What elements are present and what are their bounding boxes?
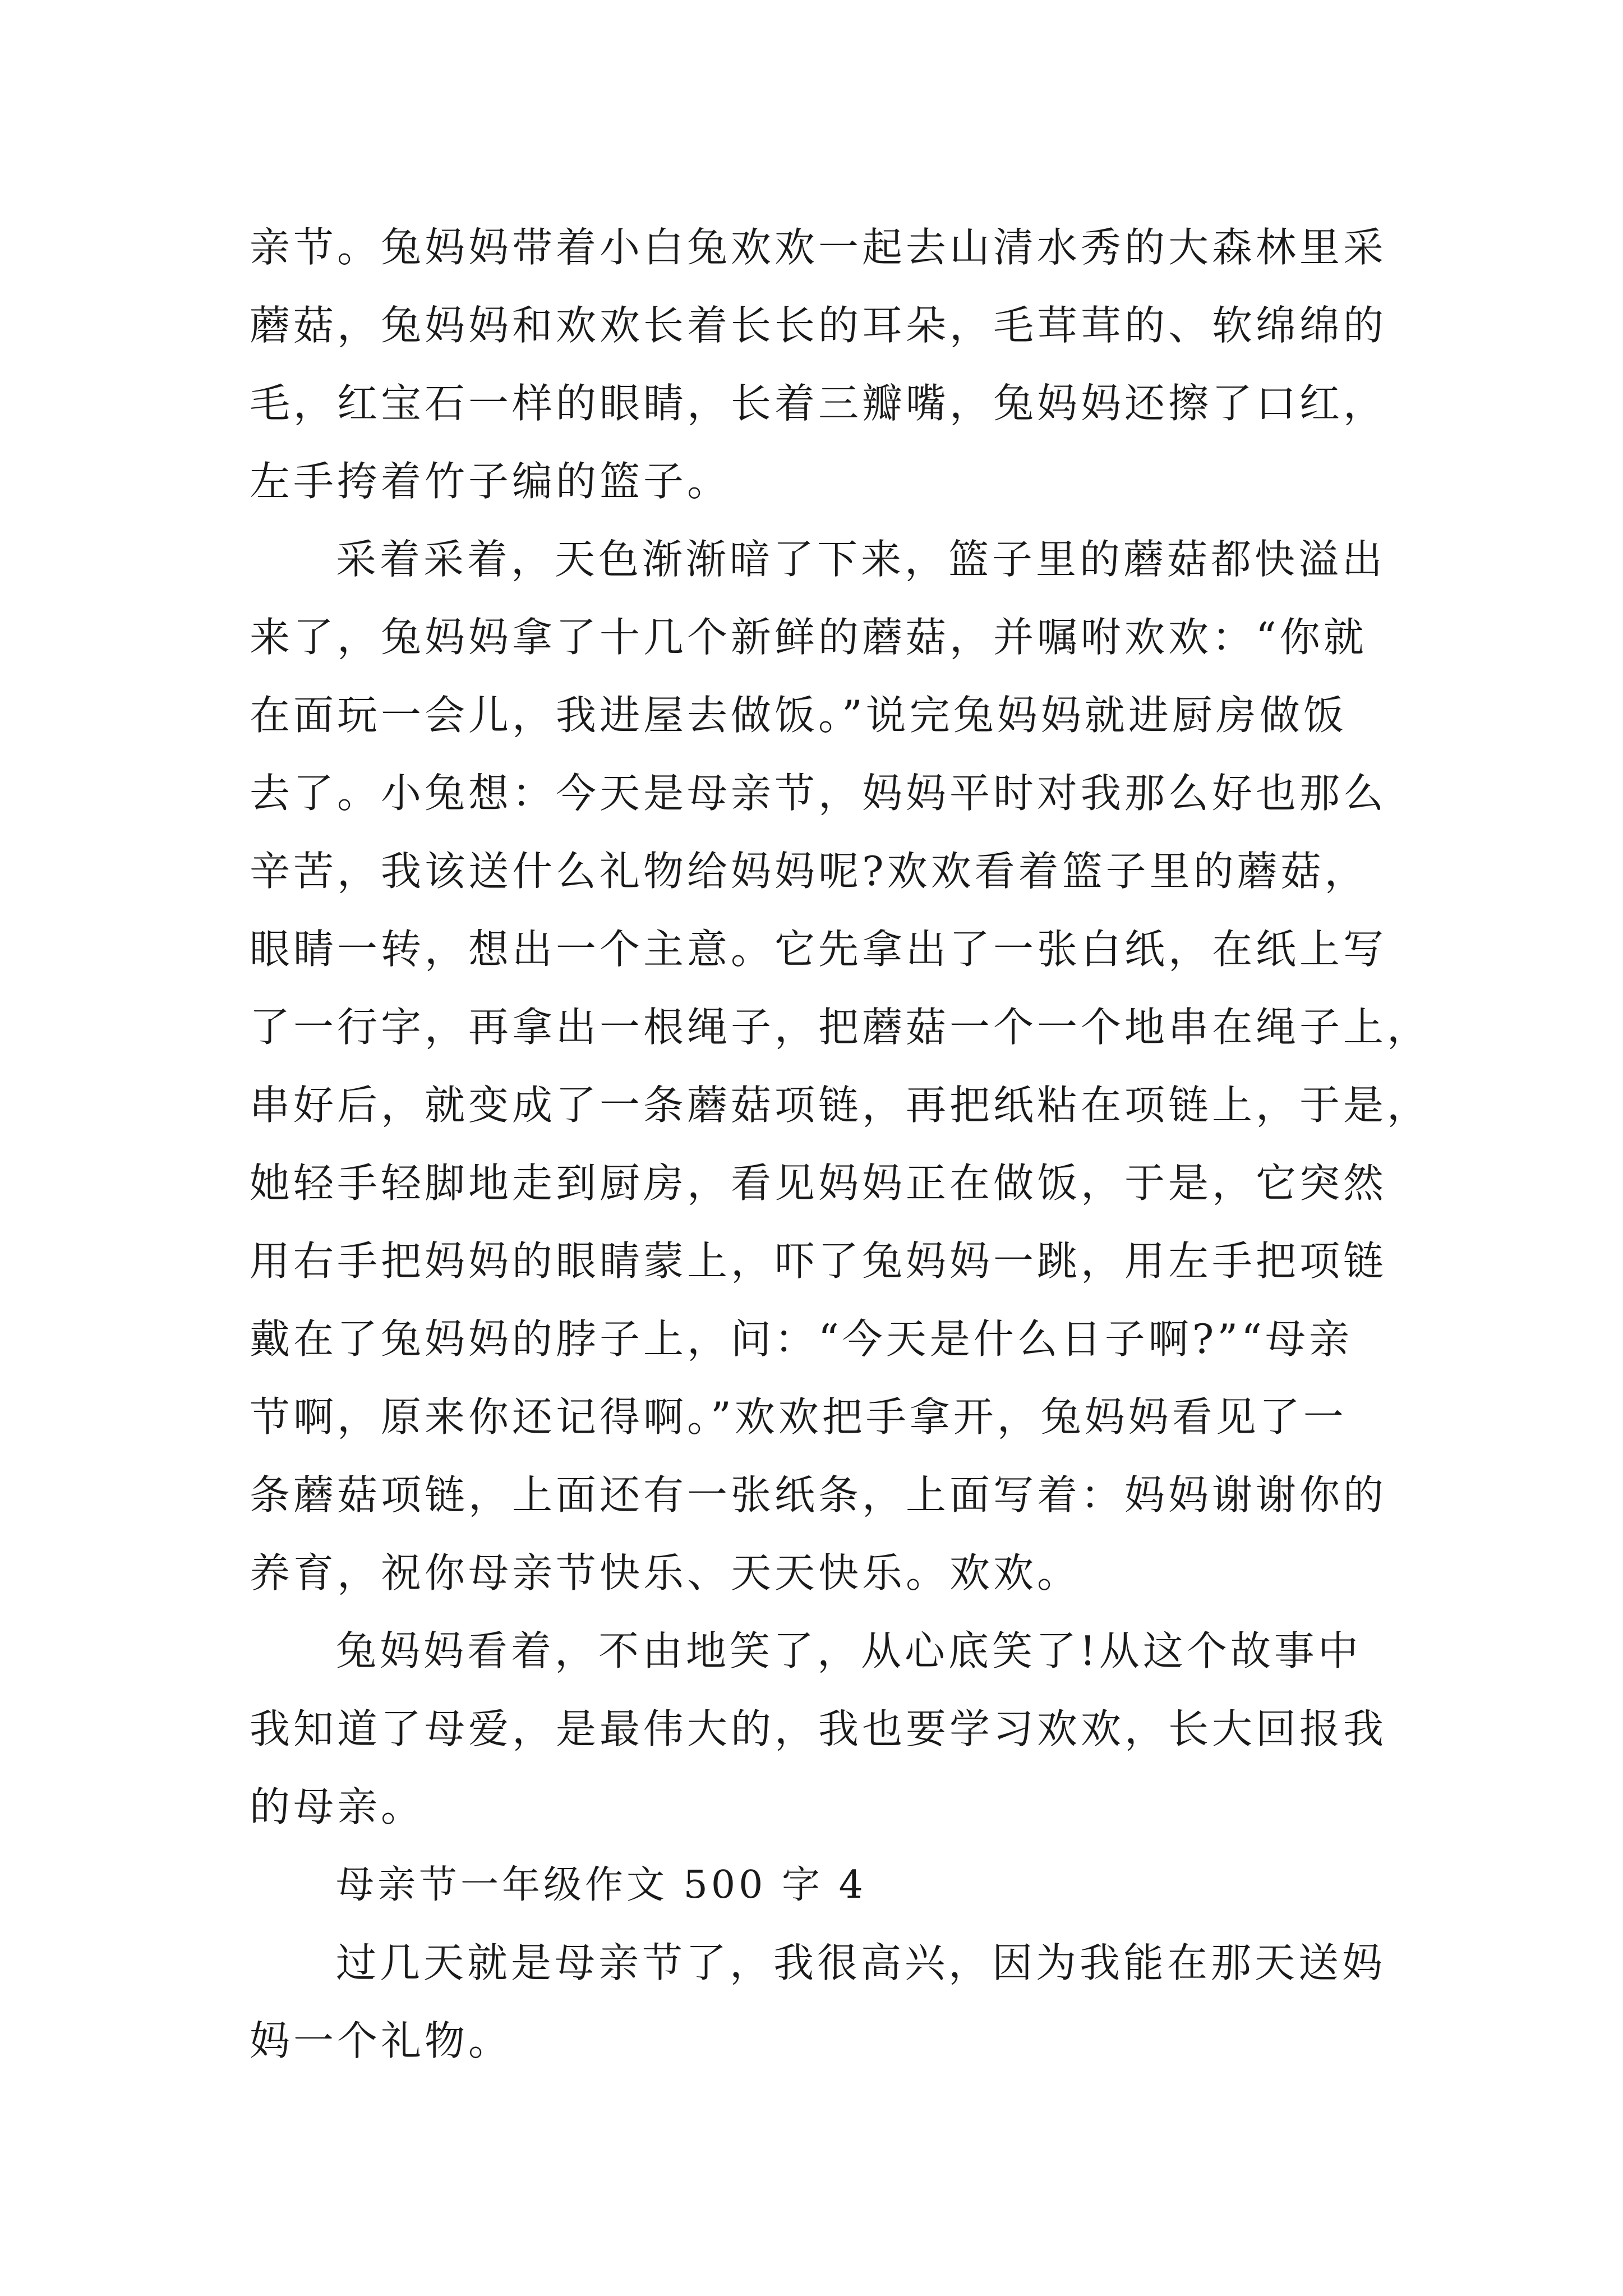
text-line: 毛，红宝石一样的眼睛，长着三瓣嘴，兔妈妈还擦了口红， xyxy=(250,380,1387,427)
paragraph-story xyxy=(250,521,1431,1612)
text-line: 去了。小兔想：今天是母亲节，妈妈平时对我那么好也那么 xyxy=(250,770,1387,817)
text-line: 左手挎着竹子编的篮子。 xyxy=(250,458,731,505)
paragraph-continuation xyxy=(250,209,1387,521)
document-body xyxy=(250,209,1431,2080)
text-line: 辛苦，我该送什么礼物给妈妈呢?欢欢看着篮子里的蘑菇， xyxy=(250,848,1368,895)
text-line: 了一行字，再拿出一根绳子，把蘑菇一个一个地串在绳子上， xyxy=(250,1004,1431,1051)
text-line: 蘑菇，兔妈妈和欢欢长着长长的耳朵，毛茸茸的、软绵绵的 xyxy=(250,302,1387,349)
text-line: 节啊，原来你还记得啊。”欢欢把手拿开，兔妈妈看见了一 xyxy=(250,1393,1347,1441)
text-line: 用右手把妈妈的眼睛蒙上，吓了兔妈妈一跳，用左手把项链 xyxy=(250,1237,1387,1285)
text-line: 过几天就是母亲节了，我很高兴，因为我能在那天送妈 xyxy=(336,1939,1386,1986)
text-line: 妈一个礼物。 xyxy=(250,2017,513,2064)
text-line: 来了，兔妈妈拿了十几个新鲜的蘑菇，并嘱咐欢欢：“你就 xyxy=(250,614,1367,661)
text-line: 采着采着，天色渐渐暗了下来，篮子里的蘑菇都快溢出 xyxy=(336,536,1386,583)
text-line: 亲节。兔妈妈带着小白兔欢欢一起去山清水秀的大森林里采 xyxy=(250,224,1387,271)
text-line: 养育，祝你母亲节快乐、天天快乐。欢欢。 xyxy=(250,1549,1081,1596)
section-heading xyxy=(250,1846,1377,1924)
text-line: 条蘑菇项链，上面还有一张纸条，上面写着：妈妈谢谢你的 xyxy=(250,1471,1387,1519)
text-line: 戴在了兔妈妈的脖子上，问：“今天是什么日子啊?”“母亲 xyxy=(250,1315,1353,1363)
paragraph-conclusion xyxy=(250,1612,1387,1846)
text-line: 兔妈妈看着，不由地笑了，从心底笑了!从这个故事中 xyxy=(336,1627,1362,1674)
paragraph-intro xyxy=(250,1924,1386,2080)
essay-title: 母亲节一年级作文 500 字 4 xyxy=(336,1863,866,1907)
text-line: 的母亲。 xyxy=(250,1783,425,1830)
text-line: 串好后，就变成了一条蘑菇项链，再把纸粘在项链上，于是， xyxy=(250,1082,1431,1129)
text-line: 在面玩一会儿，我进屋去做饭。”说完兔妈妈就进厨房做饭 xyxy=(250,692,1347,739)
text-line: 她轻手轻脚地走到厨房，看见妈妈正在做饭，于是，它突然 xyxy=(250,1159,1387,1207)
text-line: 我知道了母爱，是最伟大的，我也要学习欢欢，长大回报我 xyxy=(250,1705,1387,1752)
text-line: 眼睛一转，想出一个主意。它先拿出了一张白纸，在纸上写 xyxy=(250,926,1387,973)
